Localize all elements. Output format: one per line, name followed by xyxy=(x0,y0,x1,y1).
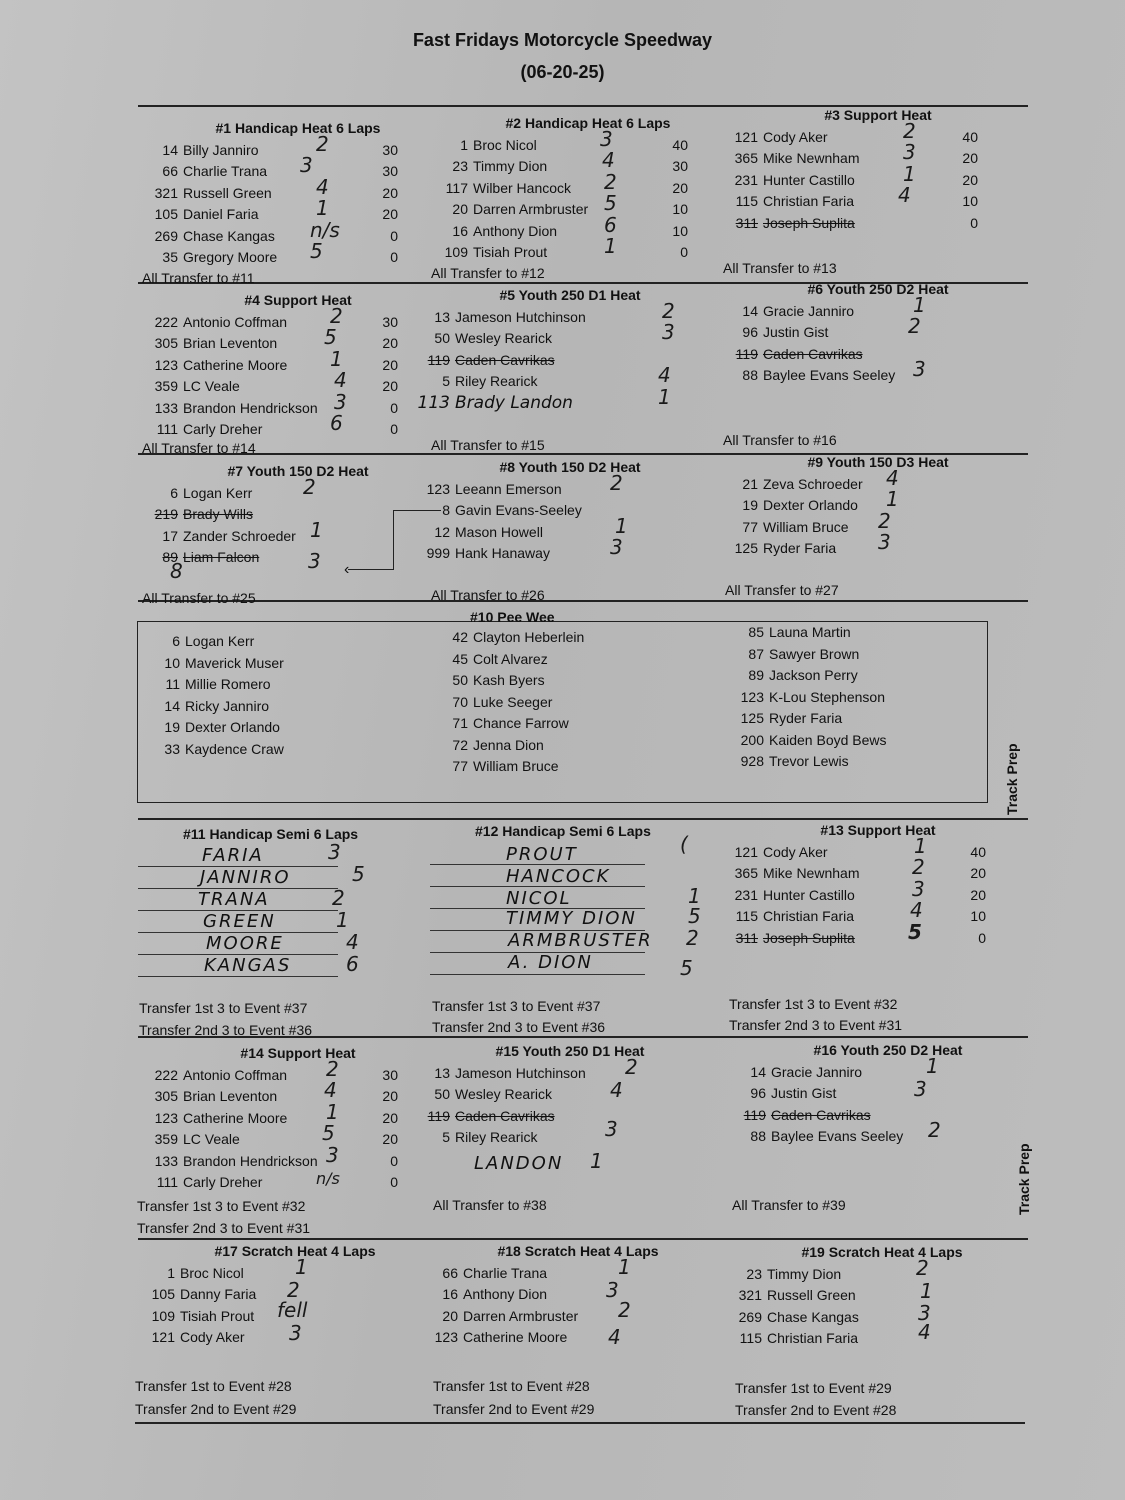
rider-row-scratched: 119 Caden Cavrikas xyxy=(427,351,555,368)
heat-title: #13 Support Heat xyxy=(820,822,936,838)
rider-row: 222 Antonio Coffman 2 30 xyxy=(154,1056,398,1083)
rider-row-scratched: 311 Joseph Suplita 5 0 xyxy=(735,919,986,946)
transfer-text: Transfer 1st to Event #28 xyxy=(433,1378,590,1394)
rider-row-scratched: 119 Caden Cavrikas xyxy=(427,1107,555,1124)
heat-title: #7 Youth 150 D2 Heat xyxy=(227,463,369,479)
semi-12-title: #12 Handicap Semi 6 Laps xyxy=(475,823,651,839)
rider-row: 123 Catherine Moore 1 20 xyxy=(154,346,398,373)
transfer-text: All Transfer to #39 xyxy=(732,1197,846,1213)
rider-row: 125 Ryder Faria xyxy=(740,710,843,726)
semi-rider: HANCOCK xyxy=(506,866,611,887)
heat-19 xyxy=(722,1242,1022,1350)
semi-rider: FARIA xyxy=(202,845,264,866)
rider-row: 14 Gracie Janniro 1 xyxy=(750,1053,939,1080)
rider-row: 8 Gavin Evans-Seeley xyxy=(442,502,582,518)
rider-row: 365 Mike Newnham 3 20 xyxy=(734,140,978,166)
rider-row: 88 Baylee Evans Seeley 3 xyxy=(742,357,926,383)
rider-row-scratched: 89 Liam Falcon 3 xyxy=(162,549,321,573)
pee-wee-title: #10 Pee Wee xyxy=(470,609,555,625)
transfer-text: All Transfer to #25 xyxy=(142,590,256,606)
transfer-text: All Transfer to #27 xyxy=(725,582,839,598)
heat-title: #17 Scratch Heat 4 Laps xyxy=(214,1243,376,1259)
rider-row: 305 Brian Leventon 5 20 xyxy=(154,325,398,351)
heat-16 xyxy=(718,1040,1018,1148)
heat-title: #5 Youth 250 D1 Heat xyxy=(499,287,641,303)
rider-row: 20 Darren Armbruster 5 10 xyxy=(452,191,688,217)
heat-3 xyxy=(718,105,1018,234)
rider-row: 12 Mason Howell 1 xyxy=(434,513,628,540)
rider-row: 133 Brandon Hendrickson 3 0 xyxy=(154,389,398,416)
semi-11-title: #11 Handicap Semi 6 Laps xyxy=(183,826,359,842)
rider-row: 13 Jameson Hutchinson 2 xyxy=(434,298,675,325)
transfer-text: Transfer 2nd to Event #28 xyxy=(735,1402,897,1418)
rider-row: 121 Cody Aker 3 xyxy=(151,1321,302,1345)
pee-wee-col-3 xyxy=(724,622,984,773)
arrow-tip-icon: ‹ xyxy=(344,561,350,578)
semi-line xyxy=(430,974,645,975)
rider-row: 21 Zeva Schroeder 4 xyxy=(742,465,899,492)
rider-row-handwritten: 113 Brady Landon 1 xyxy=(417,384,671,413)
semi-rider: KANGAS xyxy=(204,955,292,976)
semi-rider: MOORE xyxy=(206,933,284,954)
heat-4 xyxy=(138,290,438,441)
rider-row: 17 Zander Schroeder 1 xyxy=(162,517,323,544)
rider-row-scratched: 311 Joseph Suplita 0 xyxy=(735,214,978,231)
rider-row: 928 Trevor Lewis xyxy=(740,753,849,769)
rider-row: 121 Cody Aker 2 40 xyxy=(734,118,978,145)
rider-row: 71 Chance Farrow xyxy=(452,715,569,731)
rider-row: 33 Kaydence Craw xyxy=(164,740,284,757)
rider-row: 105 Daniel Faria 1 20 xyxy=(154,196,398,222)
rider-row: 20 Darren Armbruster 2 xyxy=(442,1297,631,1324)
rule-scratch xyxy=(138,1238,1028,1240)
transfer-text: Transfer 2nd to Event #29 xyxy=(135,1401,297,1417)
rider-row: 321 Russell Green 1 xyxy=(738,1279,933,1303)
heat-title: #9 Youth 150 D3 Heat xyxy=(807,454,949,470)
rider-row: 72 Jenna Dion xyxy=(452,736,544,753)
rider-row: 359 LC Veale 4 20 xyxy=(154,368,398,394)
heat-title: #18 Scratch Heat 4 Laps xyxy=(497,1243,659,1259)
rider-row: 231 Hunter Castillo 3 20 xyxy=(734,876,986,903)
heat-17 xyxy=(135,1241,435,1349)
transfer-text: All Transfer to #11 xyxy=(142,270,255,286)
transfer-text: Transfer 1st 3 to Event #32 xyxy=(137,1198,306,1214)
transfer-text: All Transfer to #15 xyxy=(431,437,545,453)
heat-5 xyxy=(410,285,710,414)
transfer-text: Transfer 1st 3 to Event #37 xyxy=(139,1000,308,1016)
heat-title: #2 Handicap Heat 6 Laps xyxy=(505,115,671,131)
heat-title: #3 Support Heat xyxy=(824,107,932,123)
rider-row: 14 Billy Janniro 2 30 xyxy=(162,131,398,158)
heat-8 xyxy=(410,457,710,565)
transfer-text: All Transfer to #12 xyxy=(431,265,545,281)
hand-arrow-vertical xyxy=(393,510,394,570)
rider-row-scratched: 119 Caden Cavrikas xyxy=(743,1106,871,1123)
heat-title: #16 Youth 250 D2 Heat xyxy=(813,1042,963,1058)
rider-row: 321 Russell Green 4 20 xyxy=(154,174,398,201)
page-title: Fast Fridays Motorcycle Speedway xyxy=(412,30,713,50)
semi-line xyxy=(138,976,338,977)
heat-9 xyxy=(718,452,1018,560)
rider-row-handwritten: LANDON 1 xyxy=(474,1148,603,1174)
rider-row: 88 Baylee Evans Seeley 2 xyxy=(750,1118,941,1144)
semi-rider: A. DION xyxy=(508,952,593,973)
rider-row: 123 Leeann Emerson 2 xyxy=(426,470,623,497)
transfer-text: All Transfer to #13 xyxy=(723,260,837,276)
transfer-text: Transfer 1st to Event #29 xyxy=(735,1380,892,1396)
rider-row: 999 Hank Hanaway 3 xyxy=(426,535,623,561)
rider-row: 200 Kaiden Boyd Bews xyxy=(740,731,887,748)
rider-row-handwritten: 8 xyxy=(170,558,183,583)
heat-6 xyxy=(718,279,1018,387)
rider-row: 111 Carly Dreher n/s 0 xyxy=(156,1169,398,1190)
semi-rider: GREEN xyxy=(203,911,276,932)
semi-rider: NICOL xyxy=(506,888,572,909)
transfer-text: Transfer 1st 3 to Event #32 xyxy=(729,996,898,1012)
rider-row: 14 Ricky Janniro xyxy=(164,697,270,714)
rider-row: 11 Millie Romero xyxy=(165,676,271,692)
transfer-text: Transfer 2nd to Event #29 xyxy=(433,1401,595,1417)
rule-row4 xyxy=(138,600,1028,602)
rider-row: 231 Hunter Castillo 1 20 xyxy=(734,161,978,188)
semi-rider: ARMBRUSTER xyxy=(508,930,653,951)
rider-row: 117 Wilber Hancock 2 20 xyxy=(445,169,688,196)
transfer-text: All Transfer to #16 xyxy=(723,432,837,448)
rider-row: 123 Catherine Moore 4 xyxy=(434,1325,621,1349)
rider-row: 115 Christian Faria 4 xyxy=(739,1320,931,1346)
transfer-text: Transfer 2nd 3 to Event #31 xyxy=(729,1017,903,1033)
heat-title: #15 Youth 250 D1 Heat xyxy=(495,1043,645,1059)
heat-title: #6 Youth 250 D2 Heat xyxy=(807,281,949,297)
transfer-text: All Transfer to #38 xyxy=(433,1197,547,1213)
rider-row: 96 Justin Gist 3 xyxy=(750,1077,927,1101)
rider-row-scratched: 219 Brady Wills xyxy=(154,506,254,522)
rider-row: 269 Chase Kangas n/s 0 xyxy=(154,217,398,244)
heat-title: #19 Scratch Heat 4 Laps xyxy=(801,1244,963,1260)
rider-row: 5 Riley Rearick 4 xyxy=(442,363,671,389)
rider-row: 19 Dexter Orlando 1 xyxy=(742,487,899,513)
heat-title: #8 Youth 150 D2 Heat xyxy=(499,459,641,475)
rider-row: 50 Wesley Rearick 4 xyxy=(434,1078,623,1102)
rider-row: 66 Charlie Trana 3 30 xyxy=(162,153,398,179)
rider-row: 115 Christian Faria 4 10 xyxy=(735,898,986,924)
paper-sheet: Fast Fridays Motorcycle Speedway (06-20-25) #1 Handicap Heat 6 Laps 14 Billy Janniro 2 30 66 Charlie Trana 3 30 321 Russell Green 4 20 105 Daniel Faria 1 20 269 Chase Kangas n/s 0 35 Gregory Moore 5 0 All Transfer to #11 #2 Handicap Heat 6 Laps 1 Broc Nicol 3 40 23 Timmy Dion 4 30 117 Wilber Hancock 2 20 20 Darren Armbruster 5 10 16 Anthony Dion 6 10 109 Tisiah Prout 1 0 All Transfer to #12 #3 Support Heat 121 Cody Aker 2 40 365 Mike Newnham 3 20 231 Hunter Castillo 1 20 115 Christian Faria 4 10 311 Joseph Suplita 0 All Transfer to #13 #4 Support Heat 222 Antonio Coffman 2 30 305 Brian Leventon 5 20 123 Catherine Moore 1 20 359 LC Veale 4 20 133 Brandon Hendrickson 3 0 111 Carly Dreher 6 0 All Transfer to #14 #5 Youth 250 D1 Heat 13 Jameson Hutchinson 2 50 Wesley Rearick 3 119 Caden Cavrikas 5 Riley Rearick 4 113 Brady Landon 1 All Transfer to #15 #6 Youth 250 D2 Heat 14 Gracie Janniro 1 96 Justin Gist 2 119 Caden Cavrikas 88 Baylee Evans Seeley 3 All Transfer to #16 #7 Youth 150 D2 Heat 6 Logan Kerr 2 219 Brady Wills 17 Zander Schroeder 1 89 Liam Falcon 3 8 ‹ All Transfer to #25 #8 Youth 150 D2 Heat 123 Leeann Emerson 2 8 Gavin Evans-Seeley 12 Mason Howell 1 999 Hank Hanaway 3 All Transfer to #26 #9 Youth 150 D3 Heat 21 Zeva Schroeder 4 19 Dexter Orlando 1 77 William Bruce 2 125 Ryder Faria 3 All Transfer to #27 #10 Pee Wee 6 Logan Kerr 10 Maverick Muser 11 Millie Romero 14 Ricky Janniro 19 Dexter Orlando 33 Kaydence Craw 42 Clayton Heberlein 45 Colt Alvarez 50 Kash Byers 70 Luke Seeger 71 Chance Farrow 72 Jenna Dion 77 William Bruce 85 Launa Martin 87 Sawyer Brown 89 Jackson Perry 123 K-Lou Stephenson 125 Ryder Faria 200 Kaiden Boyd Bews 928 Trevor Lewis Track Prep #11 Handicap Semi 6 Laps FARIA JANNIRO TRANA GREEN MOORE KANGAS 3 5 2 1 4 6 Transfer 1st 3 to Event #37 Transfer 2nd 3 to Event #36 #12 Handicap Semi 6 Laps PROUT HANCOCK NICOL TIMMY DION ARMBRUSTER A. DION ( 1 5 2 5 Transfer 1st 3 to Event #37 Transfer 2nd 3 to Event #36 #13 Support Heat 121 Cody Aker 1 40 365 Mike Newnham 2 20 231 Hunter Castillo 3 20 115 Christian Faria 4 10 311 Joseph Suplita 5 0 Transfer 1st 3 to Event #32 Transfer 2nd 3 to Event #31 #14 Support Heat 222 Antonio Coffman 2 30 305 Brian Leventon 4 20 123 Catherine Moore 1 20 359 LC Veale 5 20 133 Brandon Hendrickson 3 0 111 Carly Dreher n/s 0 Transfer 1st 3 to Event #32 Transfer 2nd 3 to Event #31 #15 Youth 250 D1 Heat 13 Jameson Hutchinson 2 50 Wesley Rearick 4 119 Caden Cavrikas 5 Riley Rearick 3 LANDON 1 All Transfer to #38 #16 Youth 250 D2 Heat 14 Gracie Janniro 1 96 Justin Gist 3 119 Caden Cavrikas 88 Baylee Evans Seeley 2 All Transfer to #39 Track Prep #17 Scratch Heat 4 Laps 1 Broc Nicol 1 105 Danny Faria 2 109 Tisiah Prout fell 121 Cody Aker 3 Transfer 1st to Event #28 Transfer 2nd to Event #29 #18 Scratch Heat 4 Laps 66 Charlie Trana 1 16 Anthony Dion 3 20 Darren Armbruster 2 123 Catherine Moore 4 Transfer 1st to Event #28 Transfer 2nd to Event #29 #19 Scratch Heat 4 Laps 23 Timmy Dion 2 321 Russell Green 1 269 Chase Kangas 3 115 Christian Faria 4 Transfer 1st to Event #29 Transfer 2nd to Event #28 xyxy=(0,0,1125,1500)
semi-rider: JANNIRO xyxy=(200,867,291,888)
rider-row: 19 Dexter Orlando xyxy=(164,719,280,735)
rider-row: 6 Logan Kerr 2 xyxy=(170,474,316,501)
transfer-text: Transfer 2nd 3 to Event #36 xyxy=(139,1022,313,1038)
rider-row: 109 Tisiah Prout 1 0 xyxy=(444,234,688,260)
rider-row: 14 Gracie Janniro 1 xyxy=(742,292,926,319)
rider-row: 109 Tisiah Prout fell xyxy=(151,1297,308,1324)
rider-row: 23 Timmy Dion 2 xyxy=(746,1255,929,1282)
semi-rider: TIMMY DION xyxy=(506,908,637,929)
transfer-text: Transfer 2nd 3 to Event #36 xyxy=(432,1019,606,1035)
rider-row: 359 LC Veale 5 20 xyxy=(154,1121,398,1147)
rider-row: 77 William Bruce 2 xyxy=(742,508,891,535)
transfer-text: Transfer 1st to Event #28 xyxy=(135,1378,292,1394)
pee-wee-col-2 xyxy=(428,627,688,778)
rider-row: 89 Jackson Perry xyxy=(748,667,858,683)
rider-row: 269 Chase Kangas 3 xyxy=(738,1300,931,1325)
rider-row: 87 Sawyer Brown xyxy=(748,645,860,662)
rider-row: 13 Jameson Hutchinson 2 xyxy=(434,1054,638,1081)
rider-row: 96 Justin Gist 2 xyxy=(742,314,921,340)
rider-row: 133 Brandon Hendrickson 3 0 xyxy=(154,1142,398,1169)
pee-wee-col-1 xyxy=(140,631,400,760)
semi-rider: TRANA xyxy=(198,889,270,910)
heat-18 xyxy=(418,1241,718,1349)
rider-row: 16 Anthony Dion 6 10 xyxy=(452,212,688,239)
heat-15 xyxy=(410,1041,710,1177)
heat-1 xyxy=(138,118,438,269)
rider-row: 123 Catherine Moore 1 20 xyxy=(154,1099,398,1126)
heat-2 xyxy=(428,113,728,264)
rider-row: 305 Brian Leventon 4 20 xyxy=(154,1078,398,1104)
rider-row: 70 Luke Seeger xyxy=(452,693,553,710)
rider-row: 66 Charlie Trana 1 xyxy=(442,1254,631,1281)
rider-row: 77 William Bruce xyxy=(452,758,559,774)
event-date: (06-20-25) xyxy=(520,62,605,82)
track-prep-label: Track Prep xyxy=(1004,743,1020,815)
rider-row: 23 Timmy Dion 4 30 xyxy=(452,148,688,174)
heat-title: #1 Handicap Heat 6 Laps xyxy=(215,120,381,136)
rider-row: 16 Anthony Dion 3 xyxy=(442,1278,619,1302)
rider-row: 115 Christian Faria 4 10 xyxy=(735,183,978,209)
heat-title: #4 Support Heat xyxy=(244,292,352,308)
rider-row: 121 Cody Aker 1 40 xyxy=(734,833,986,860)
transfer-text: Transfer 2nd 3 to Event #31 xyxy=(137,1220,311,1236)
rider-row: 5 Riley Rearick 3 xyxy=(442,1117,618,1145)
rider-row: 111 Carly Dreher 6 0 xyxy=(156,411,398,437)
rider-row: 10 Maverick Muser xyxy=(164,654,284,671)
heat-14 xyxy=(138,1043,438,1194)
transfer-text: Transfer 1st 3 to Event #37 xyxy=(432,998,601,1014)
transfer-text: All Transfer to #26 xyxy=(431,587,545,603)
semi-rider: PROUT xyxy=(506,844,578,865)
rider-row: 50 Wesley Rearick 3 xyxy=(434,320,675,346)
rider-row: 105 Danny Faria 2 xyxy=(151,1278,300,1302)
rider-row: 42 Clayton Heberlein xyxy=(452,629,585,645)
rider-row-scratched: 119 Caden Cavrikas xyxy=(735,345,863,362)
rider-row: 365 Mike Newnham 2 20 xyxy=(734,855,986,881)
rider-row: 85 Launa Martin xyxy=(748,624,851,640)
rider-row: 222 Antonio Coffman 2 30 xyxy=(154,303,398,330)
rider-row: 35 Gregory Moore 5 0 xyxy=(162,239,398,265)
heat-13 xyxy=(718,820,1018,949)
rider-row: 1 Broc Nicol 1 xyxy=(167,1254,308,1281)
rider-row: 50 Kash Byers xyxy=(452,672,545,688)
rider-row: 125 Ryder Faria 3 xyxy=(734,530,891,556)
rider-row: 6 Logan Kerr xyxy=(172,633,255,649)
rider-row: 123 K-Lou Stephenson xyxy=(740,688,885,705)
transfer-text: All Transfer to #14 xyxy=(142,440,256,456)
heat-title: #14 Support Heat xyxy=(240,1045,356,1061)
track-prep-label: Track Prep xyxy=(1016,1143,1032,1215)
rider-row: 45 Colt Alvarez xyxy=(452,650,548,667)
rider-row: 1 Broc Nicol 3 40 xyxy=(460,126,688,153)
rule-bottom xyxy=(135,1422,1025,1424)
hand-arrow-head xyxy=(348,569,394,570)
